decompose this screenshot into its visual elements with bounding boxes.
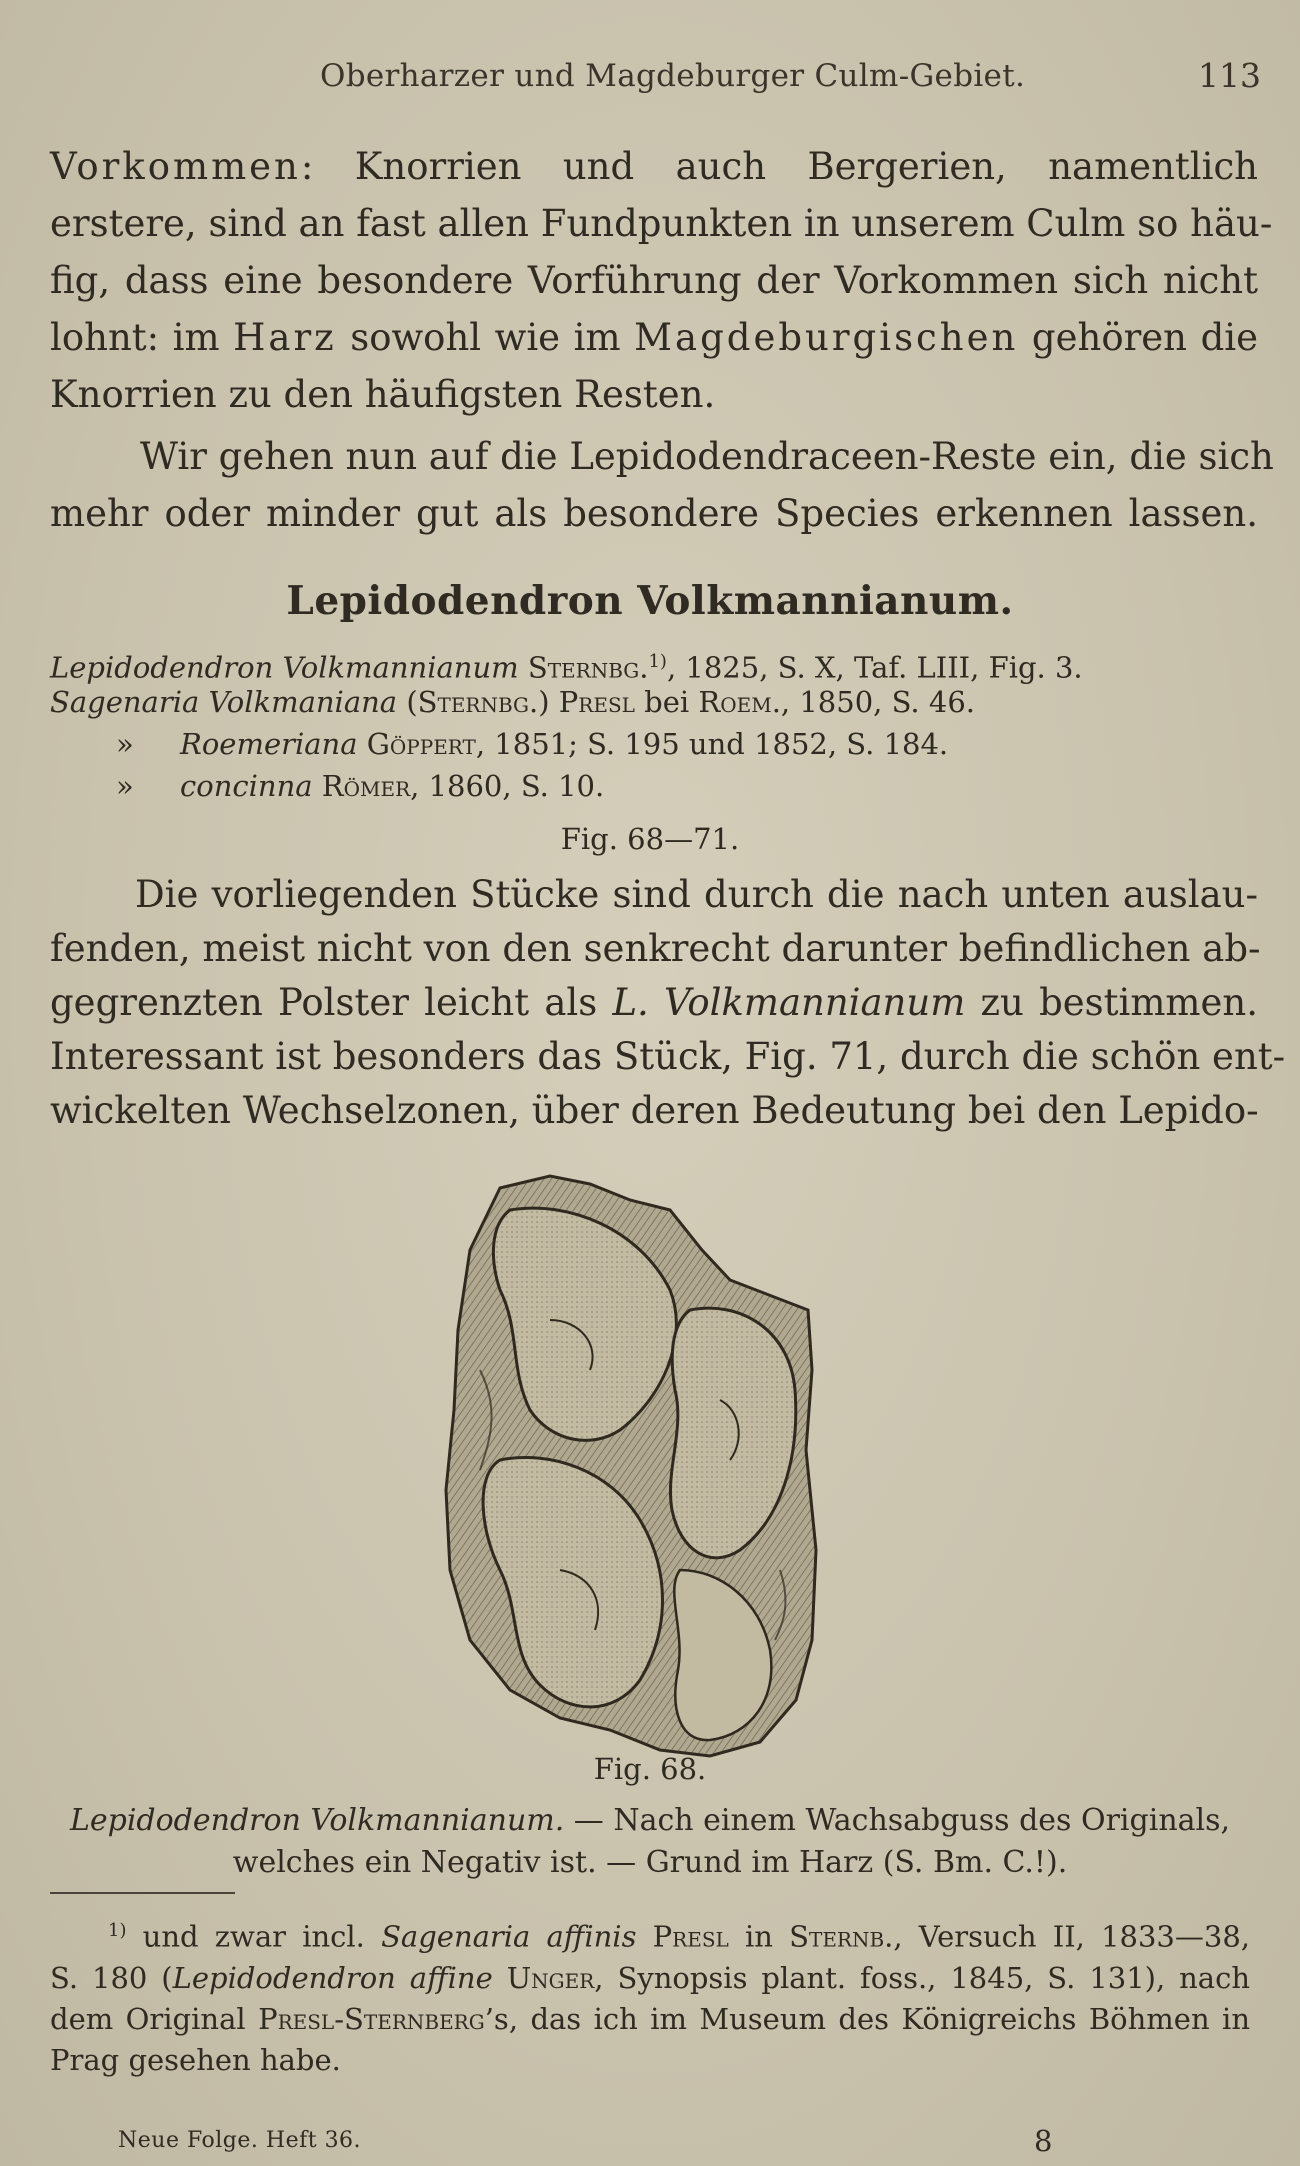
fossil-illustration — [440, 1170, 830, 1760]
page-number: 113 — [1198, 56, 1261, 95]
text-line: mehr oder minder gut als besondere Species erkennen lassen. — [50, 492, 1258, 535]
paragraph-intro — [50, 428, 1274, 542]
text-line: fenden, meist nicht von den senkrecht darunter befindlichen ab- — [50, 927, 1261, 970]
footnote-line: dem Original Presl-Sternberg’s, das ich im Museum des Königreichs Böhmen in — [50, 2001, 1251, 2036]
species-title: Lepidodendron Volkmannianum. — [286, 578, 1014, 624]
footnote-rule — [50, 1892, 235, 1894]
footnote-line: S. 180 (Lepidodendron affine Unger, Synopsis plant. foss., 1845, S. 131), nach — [50, 1960, 1251, 1995]
synonymy-line-3: » Roemeriana Göppert, 1851; S. 195 und 1852, S. 184. — [116, 727, 949, 761]
caption-line: welches ein Negativ ist. — Grund im Harz (S. Bm. C.!). — [232, 1845, 1068, 1880]
text-line: Knorrien zu den häufigsten Resten. — [50, 373, 716, 416]
signature-mark: Neue Folge. Heft 36. — [118, 2128, 362, 2153]
footnote-line: Prag gesehen habe. — [50, 2042, 341, 2077]
text-line: erstere, sind an fast allen Fundpunkten in unserem Culm so häu- — [50, 202, 1273, 245]
figure-label: Fig. 68. — [593, 1752, 707, 1786]
text-line: lohnt: im Harz sowohl wie im Magdeburgischen gehören die — [50, 316, 1258, 359]
figure-reference: Fig. 68—71. — [560, 822, 740, 856]
footnote-line: $^{1)}$ und zwar incl. Sagenaria affinis Presl in Sternb., Versuch II, 1833—38, — [108, 1919, 1250, 1954]
text-line: wickelten Wechselzonen, über deren Bedeutung bei den Lepido- — [50, 1089, 1259, 1132]
text-line: fig, dass eine besondere Vorführung der Vorkommen sich nicht — [50, 259, 1258, 302]
text-line: Die vorliegenden Stücke sind durch die nach unten auslau- — [135, 873, 1258, 916]
synonymy-line-1: Lepidodendron Volkmannianum Sternbg.$^{1)}$, 1825, S. X, Taf. LIII, Fig. 3. — [50, 650, 1083, 685]
footnote-mark: 1) — [108, 1920, 127, 1941]
running-title: Oberharzer und Magdeburger Culm-Gebiet. — [320, 58, 1026, 94]
text-line: Wir gehen nun auf die Lepidodendraceen-Reste ein, die sich — [140, 435, 1274, 478]
footnote — [50, 1910, 1250, 2081]
synonymy-line-4: » concinna Römer, 1860, S. 10. — [116, 769, 605, 803]
paragraph-description — [50, 868, 1286, 1138]
caption-line: Lepidodendron Volkmannianum. — Nach einem Wachsabguss des Originals, — [69, 1803, 1231, 1838]
synonymy-line-2: Sagenaria Volkmaniana (Sternbg.) Presl bei Roem., 1850, S. 46. — [50, 685, 975, 719]
sheet-number: 8 — [1034, 2124, 1053, 2158]
paragraph-occurrence — [50, 138, 1273, 423]
figure-caption — [60, 1800, 1240, 1884]
text-line: Vorkommen: Knorrien und auch Bergerien, namentlich — [50, 145, 1258, 188]
text-line: Interessant ist besonders das Stück, Fig. 71, durch die schön ent- — [50, 1035, 1286, 1078]
text-line: gegrenzten Polster leicht als L. Volkmannianum zu bestimmen. — [50, 981, 1259, 1024]
